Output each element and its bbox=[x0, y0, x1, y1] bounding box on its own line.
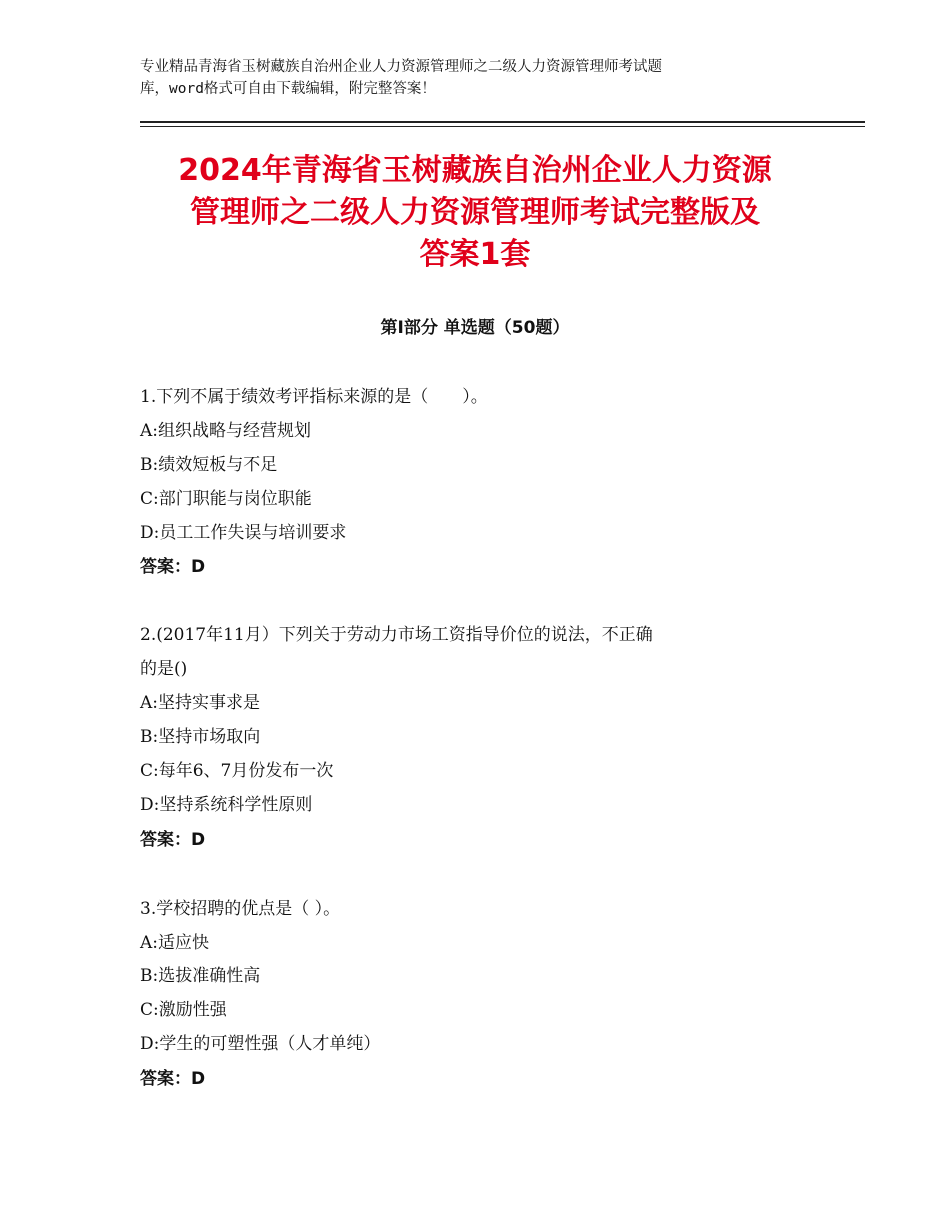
option-a: A:适应快 bbox=[140, 933, 210, 953]
question-stem: 2.(2017年11月）下列关于劳动力市场工资指导价位的说法，不正确 bbox=[140, 625, 653, 645]
option-a: A:坚持实事求是 bbox=[140, 693, 261, 713]
answer: 答案：D bbox=[140, 557, 206, 577]
title-line: 2024年青海省玉树藏族自治州企业人力资源 bbox=[178, 153, 772, 188]
option-c: C:部门职能与岗位职能 bbox=[140, 489, 312, 509]
option-b: B:坚持市场取向 bbox=[140, 727, 261, 747]
header-note bbox=[140, 56, 820, 100]
question-stem: 的是() bbox=[140, 659, 188, 679]
option-c: C:每年6、7月份发布一次 bbox=[140, 761, 334, 781]
option-d: D:坚持系统科学性原则 bbox=[140, 795, 313, 815]
header-divider bbox=[140, 121, 865, 123]
answer: 答案：D bbox=[140, 1069, 206, 1089]
header-note-line: 专业精品青海省玉树藏族自治州企业人力资源管理师之二级人力资源管理师考试题 bbox=[140, 59, 662, 75]
document-title bbox=[100, 150, 850, 276]
answer: 答案：D bbox=[140, 830, 206, 850]
question-stem: 3.学校招聘的优点是（ ）。 bbox=[140, 899, 341, 919]
option-b: B:绩效短板与不足 bbox=[140, 455, 278, 475]
option-d: D:员工工作失误与培训要求 bbox=[140, 523, 347, 543]
option-a: A:组织战略与经营规划 bbox=[140, 421, 312, 441]
question-stem: 1.下列不属于绩效考评指标来源的是（ ）。 bbox=[140, 387, 488, 407]
title-line: 管理师之二级人力资源管理师考试完整版及 bbox=[190, 195, 760, 230]
header-note-line: 库，word格式可自由下载编辑，附完整答案！ bbox=[140, 81, 436, 97]
header-divider bbox=[140, 126, 865, 127]
title-line: 答案1套 bbox=[419, 237, 531, 272]
option-c: C:激励性强 bbox=[140, 1000, 227, 1020]
option-d: D:学生的可塑性强（人才单纯） bbox=[140, 1034, 381, 1054]
option-b: B:选拔准确性高 bbox=[140, 966, 261, 986]
section-heading: 第Ⅰ部分 单选题（50题） bbox=[380, 318, 570, 338]
